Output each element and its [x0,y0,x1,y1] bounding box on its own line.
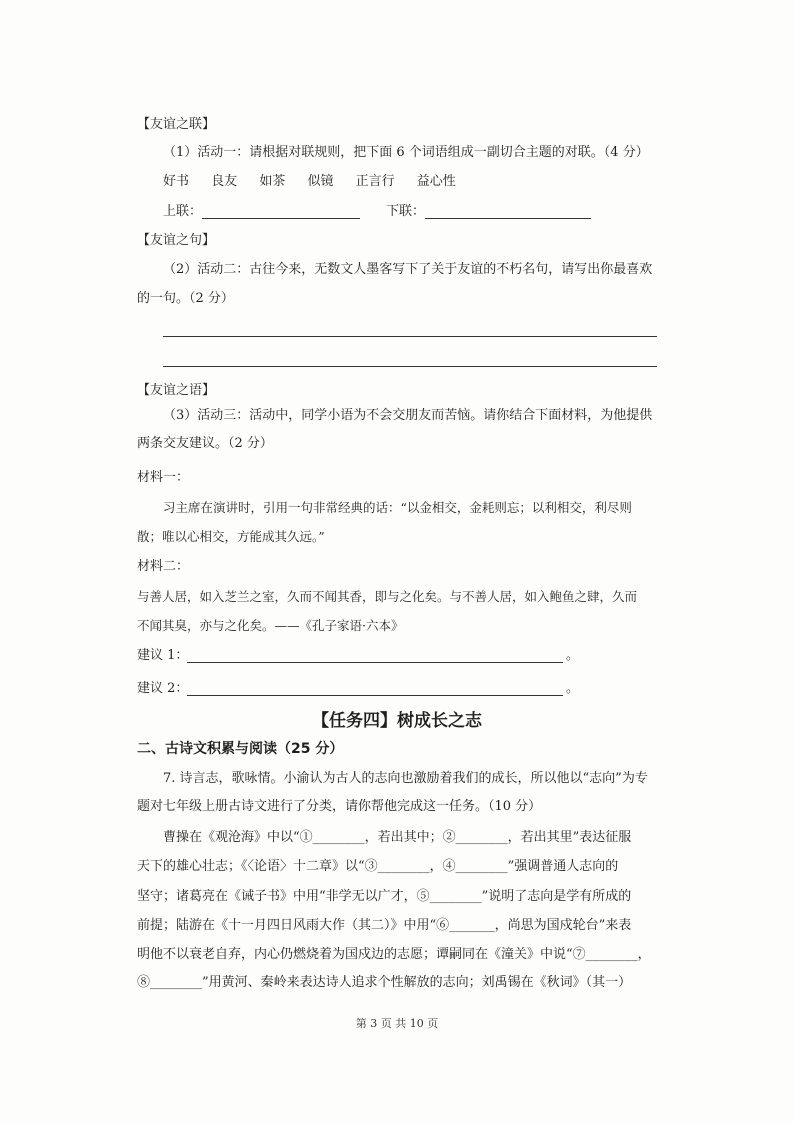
heading-friendship-couplet: 【友谊之联】 [137,117,216,132]
word-6: 益心性 [416,174,456,189]
page-footer: 第 3 页 共 10 页 [355,1017,439,1030]
answer-line-2[interactable] [163,366,657,367]
word-list [163,174,474,190]
lower-couplet-label: 下联： [386,204,426,219]
activity2-prompt-line1: （2）活动二：古往今来，无数文人墨客写下了关于友谊的不朽名句，请写出你最喜欢 [163,262,653,277]
activity1-prompt: （1）活动一：请根据对联规则，把下面 6 个词语组成一副切合主题的对联。（4 分） [163,145,649,160]
task4-title: 【任务四】树成长之志 [312,711,482,731]
word-4: 似镜 [307,174,334,189]
heading-friendship-sentence: 【友谊之句】 [137,233,216,248]
fill-paragraph-line5: 明他不以衰老自弃，内心仍燃烧着为国戍边的志愿；谭嗣同在《潼关》中说“⑦________， [137,947,651,962]
activity2-prompt-line2: 的一句。（2 分） [137,291,234,306]
suggestion2-blank[interactable] [187,695,563,696]
material1-line1: 习主席在演讲时，引用一句非常经典的话：“以金相交，金耗则忘；以利相交，利尽则 [163,500,632,515]
fill-paragraph-line6: ⑧________”用黄河、秦岭来表达诗人追求个性解放的志向；刘禹锡在《秋词》（其一） [137,975,632,990]
material1-label: 材料一： [137,470,190,485]
material2-line1: 与善人居，如入芝兰之室，久而不闻其香，即与之化矣。与不善人居，如入鲍鱼之肆，久而 [137,589,638,604]
suggestion1-period: 。 [566,648,580,663]
heading-friendship-words: 【友谊之语】 [137,383,216,398]
word-3: 如茶 [259,174,286,189]
word-1: 好书 [163,174,190,189]
upper-couplet-label: 上联： [163,204,203,219]
material2-line2: 不闻其臭，亦与之化矣。——《孔子家语·六本》 [137,618,404,633]
answer-line-1[interactable] [163,336,657,337]
material1-line2: 散；唯以心相交，方能成其久远。” [137,529,325,544]
q7-line2: 题对七年级上册古诗文进行了分类，请你帮他完成这一任务。（10 分） [137,799,542,814]
fill-paragraph-line3: 坚守；诸葛亮在《诫子书》中用“非学无以广才，⑤________”说明了志向是学有所成的 [137,889,632,904]
suggestion1-blank[interactable] [187,662,563,663]
activity3-prompt-line2: 两条交友建议。（2 分） [137,436,273,451]
fill-paragraph-line2: 天下的雄心壮志；《〈论语〉十二章》以“③________，④________”强调普通人志向的 [137,859,619,874]
q7-line1: 7. 诗言志，歌咏情。小渝认为古人的志向也激励着我们的成长，所以他以“志向”为专 [163,771,648,786]
fill-paragraph-line4: 前提；陆游在《十一月四日风雨大作（其二）》中用“⑥_______，尚思为国戍轮台”来表 [137,918,632,933]
material2-label: 材料二： [137,559,190,574]
suggestion2-period: 。 [566,681,580,696]
word-5: 正言行 [355,174,395,189]
suggestion2-label: 建议 2： [137,681,189,696]
word-2: 良友 [211,174,238,189]
section2-heading: 二、古诗文积累与阅读（25 分） [137,741,344,757]
fill-paragraph-line1: 曹操在《观沧海》中以“①________，若出其中；②________，若出其里”表达征服 [163,830,632,845]
activity3-prompt-line1: （3）活动三：活动中，同学小语为不会交朋友而苦恼。请你结合下面材料，为他提供 [163,408,653,423]
lower-couplet-blank[interactable] [425,218,591,219]
suggestion1-label: 建议 1： [137,648,189,663]
upper-couplet-blank[interactable] [202,218,360,219]
